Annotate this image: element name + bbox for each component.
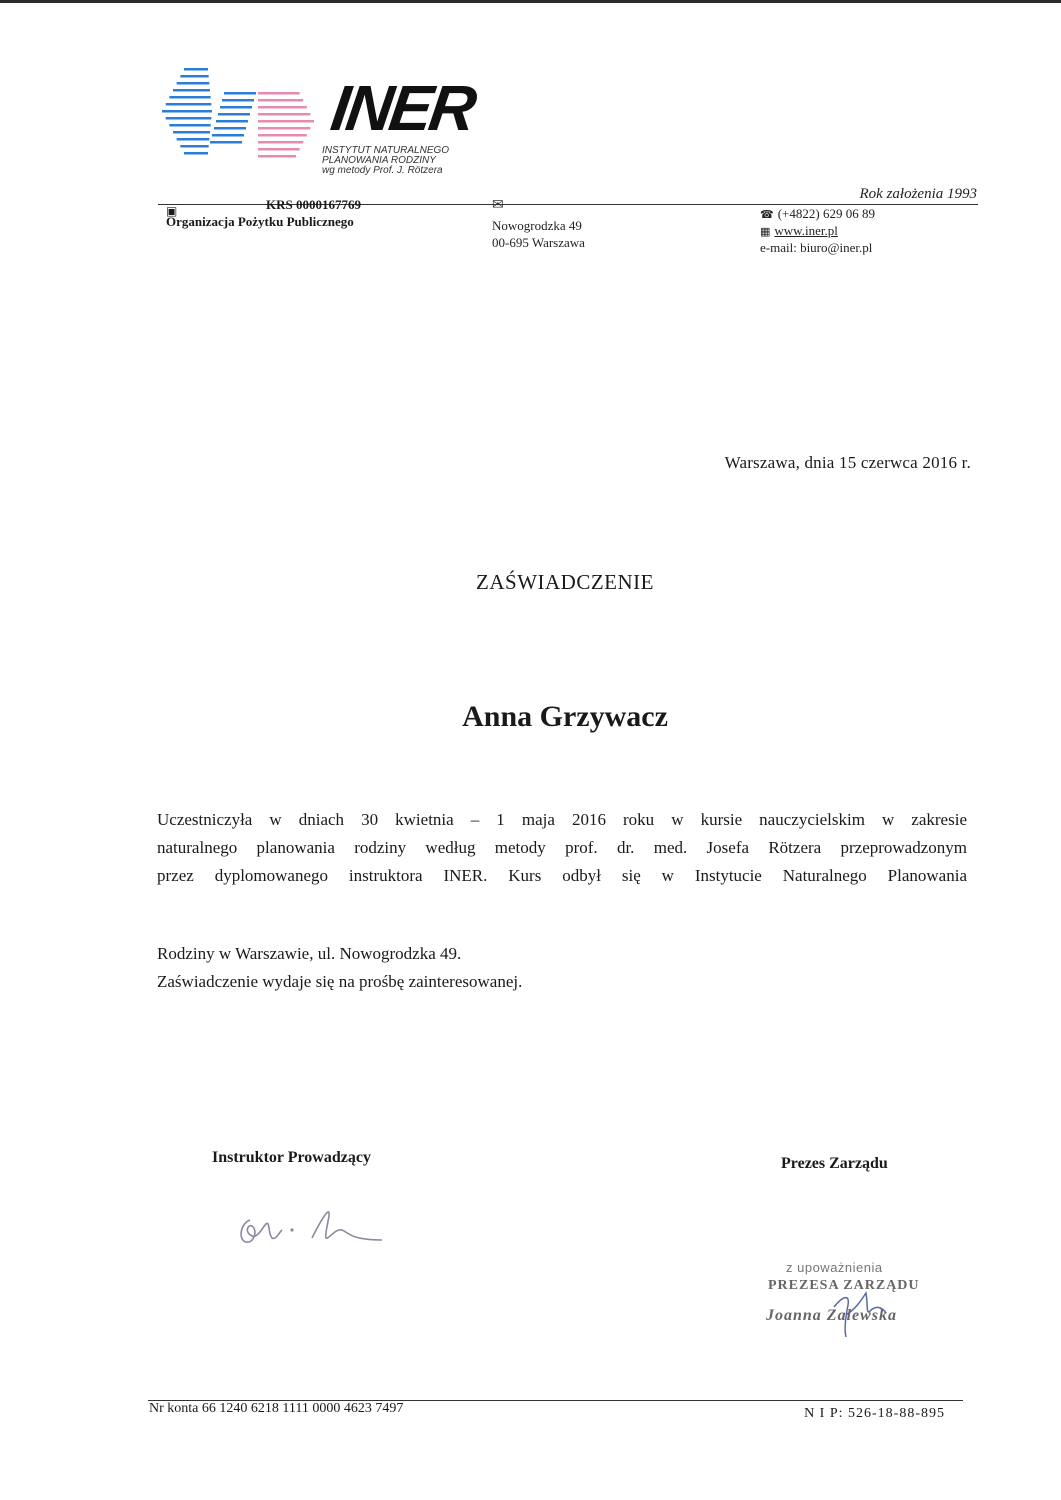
address-city: 00-695 Warszawa <box>492 235 585 250</box>
logo-stripe-blue <box>216 120 248 123</box>
logo-stripe-blue <box>166 103 212 106</box>
logo-stripe-pink <box>258 106 307 109</box>
stamp-name: Joanna Zalewska <box>766 1307 898 1324</box>
stamp-title: PREZESA ZARZĄDU <box>768 1278 920 1293</box>
logo-stripe-blue <box>177 82 210 85</box>
tax-id: N I P: 526-18-88-895 <box>804 1406 945 1421</box>
logo-stripe-blue <box>169 96 210 99</box>
founded-year: Rok założenia 1993 <box>859 186 977 202</box>
body-line: Rodziny w Warszawie, ul. Nowogrodzka 49. <box>157 944 462 963</box>
bank-account: Nr konta 66 1240 6218 1111 0000 4623 7497 <box>149 1401 404 1416</box>
tagline-line: PLANOWANIA RODZINY <box>322 155 436 166</box>
logo-stripe-pink <box>258 92 300 95</box>
closing-line: Zaświadczenie wydaje się na prośbę zainteresowanej. <box>157 972 523 991</box>
logo-wordmark: INER <box>326 72 478 144</box>
tagline-line: wg metody Prof. J. Rötzera <box>322 165 443 176</box>
envelope-icon: ✉ <box>492 198 504 213</box>
logo-stripe-pink <box>258 120 314 123</box>
instructor-label: Instruktor Prowadzący <box>212 1149 371 1166</box>
logo-stripe-blue <box>218 113 250 116</box>
address-street: Nowogrodzka 49 <box>492 218 582 233</box>
document-title: ZAŚWIADCZENIE <box>476 570 654 594</box>
logo-stripe-pink <box>258 113 310 116</box>
contact-block <box>760 206 875 256</box>
body-line: przez dyplomowanego instruktora INER. Kurs odbył się w Instytucie Naturalnego Planowania <box>157 866 967 885</box>
top-edge-line <box>0 0 1061 3</box>
instructor-signature <box>232 1200 392 1260</box>
phone-icon: ☎ <box>760 209 774 221</box>
iner-logo-icon <box>160 62 320 167</box>
logo-stripe-blue <box>169 124 210 127</box>
logo-stripe-blue <box>184 68 208 71</box>
logo-stripe-blue <box>224 92 256 95</box>
website-row <box>760 223 875 240</box>
recipient-name: Anna Grzywacz <box>462 700 668 733</box>
logo-stripe-blue <box>220 106 252 109</box>
logo-stripe-pink <box>258 155 296 158</box>
postal-address <box>492 217 585 251</box>
website-link[interactable]: www.iner.pl <box>774 223 838 238</box>
logo-stripe-blue <box>180 145 208 148</box>
phone-row <box>760 206 875 223</box>
logo-stripe-blue <box>166 117 212 120</box>
logo-stripe-pink <box>258 134 307 137</box>
logo-stripe-blue <box>173 131 210 134</box>
logo-stripe-pink <box>258 127 310 130</box>
logo-stripe-blue <box>173 89 210 92</box>
body-line: naturalnego planowania rodziny według metody prof. dr. med. Josefa Rötzera przeprowadzonym <box>157 838 967 857</box>
building-icon: ▣ <box>166 204 178 218</box>
web-icon: ▦ <box>760 226 771 238</box>
body-line: Uczestniczyła w dniach 30 kwietnia – 1 maja 2016 roku w kursie nauczycielskim w zakresie <box>157 810 967 829</box>
president-label: Prezes Zarządu <box>781 1155 888 1172</box>
logo-stripe-blue <box>177 138 210 141</box>
logo-stripe-blue <box>184 152 208 155</box>
logo-stripe-blue <box>212 134 244 137</box>
phone-number: (+4822) 629 06 89 <box>777 206 875 221</box>
logo-stripe-pink <box>258 141 303 144</box>
logo-stripe-blue <box>222 99 254 102</box>
logo-stripe-blue <box>180 75 208 78</box>
tagline-line: INSTYTUT NATURALNEGO <box>322 145 450 156</box>
letter-date: Warszawa, dnia 15 czerwca 2016 r. <box>724 453 971 472</box>
logo-stripe-blue <box>214 127 246 130</box>
logo-stripe-blue <box>210 141 242 144</box>
logo-stripe-blue <box>162 110 212 113</box>
stamp-authorization: z upoważnienia <box>786 1260 883 1275</box>
logo-stripe-pink <box>258 99 303 102</box>
logo-stripe-pink <box>258 148 300 151</box>
certificate-body-end <box>157 940 522 996</box>
logo-tagline <box>322 146 449 176</box>
certificate-body <box>157 806 967 890</box>
president-signature <box>826 1285 906 1340</box>
org-status: Organizacja Pożytku Publicznego <box>166 214 354 229</box>
email-address[interactable]: e-mail: biuro@iner.pl <box>760 240 873 255</box>
krs-number: KRS 0000167769 <box>266 197 361 212</box>
